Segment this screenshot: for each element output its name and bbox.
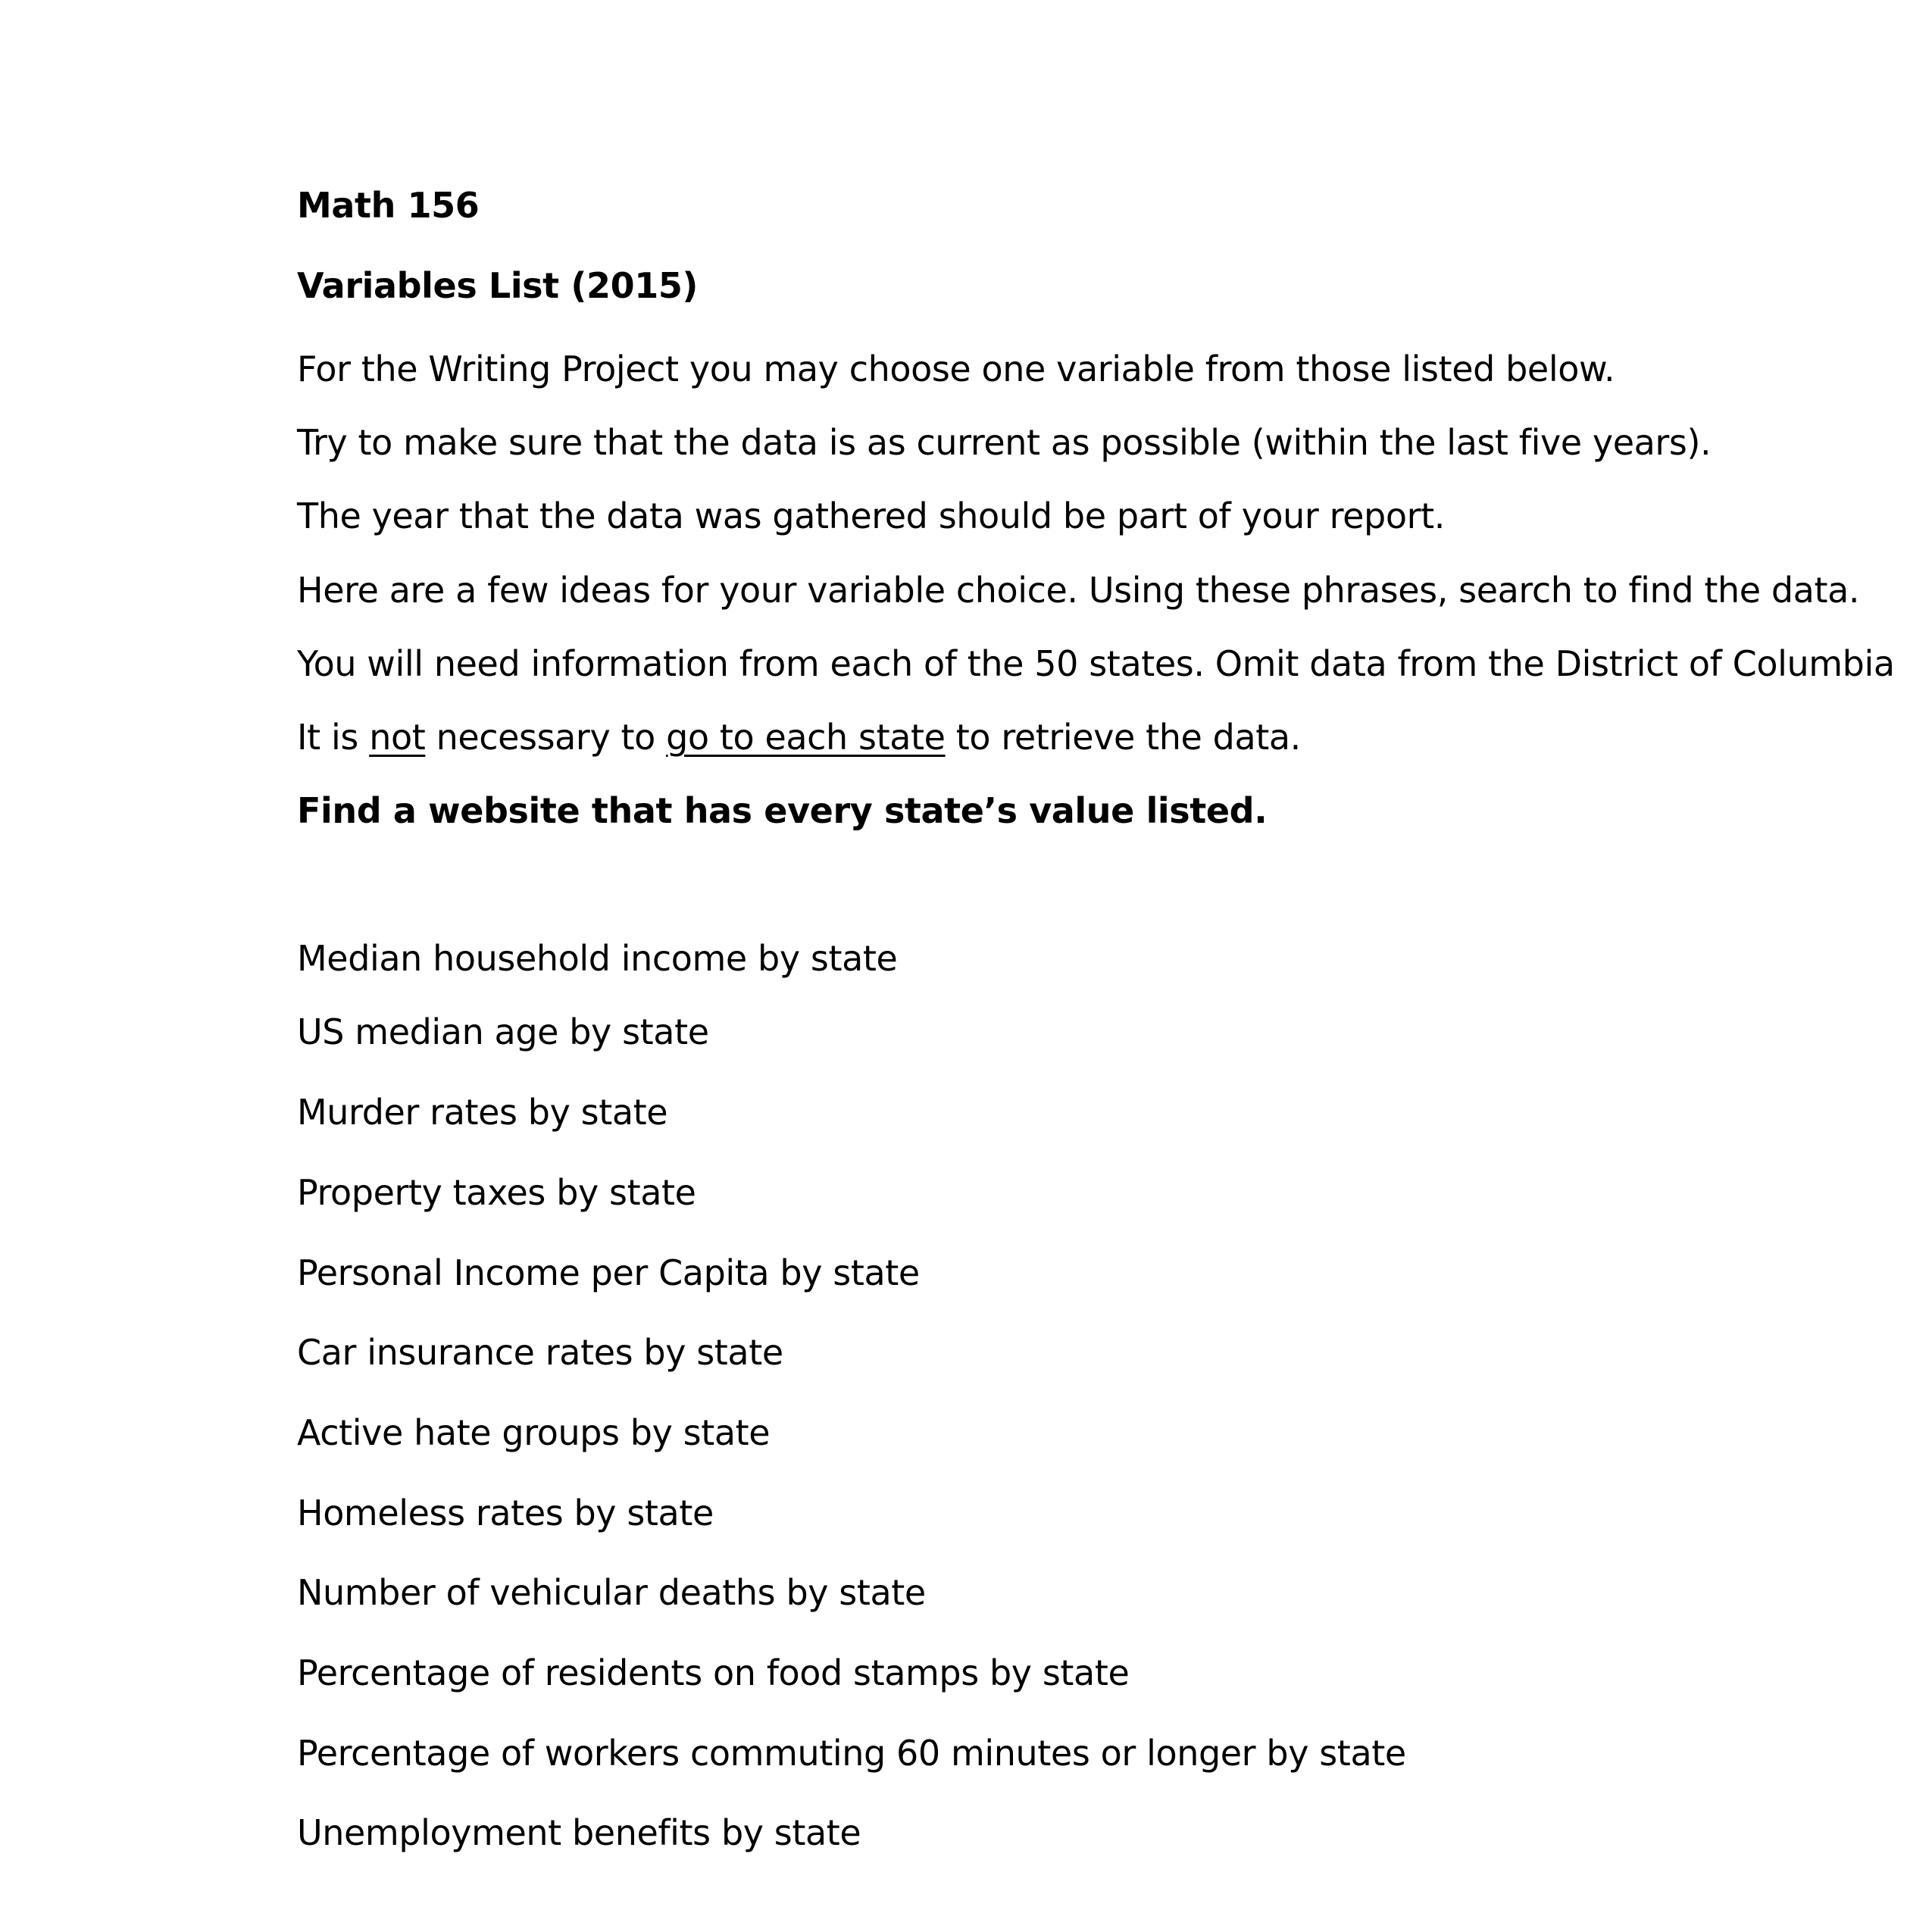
- list-item: Percentage of workers commuting 60 minutes or longer by state: [297, 1733, 1406, 1774]
- list-item: Car insurance rates by state: [297, 1332, 783, 1373]
- intro-line-2: Try to make sure that the data is as current as possible (within the last five years).: [297, 422, 1712, 463]
- intro-line-4: Here are a few ideas for your variable choice. Using these phrases, search to find the data.: [297, 570, 1860, 611]
- retrieve-text-2: necessary to: [425, 717, 667, 758]
- list-item: Number of vehicular deaths by state: [297, 1572, 926, 1613]
- list-item: Median household income by state: [297, 938, 898, 979]
- list-item: Personal Income per Capita by state: [297, 1252, 920, 1293]
- retrieve-line: [297, 716, 1301, 758]
- retrieve-text-3: to retrieve the data.: [945, 717, 1301, 758]
- course-heading: Math 156: [297, 185, 480, 226]
- underlined-go-to-each-state: go to each state: [666, 717, 946, 758]
- list-item: Active hate groups by state: [297, 1412, 771, 1453]
- intro-line-3: The year that the data was gathered should be part of your report.: [297, 495, 1445, 536]
- list-item: Property taxes by state: [297, 1172, 696, 1213]
- instruction-line: Find a website that has every state’s value listed.: [297, 790, 1268, 831]
- document-title: Variables List (2015): [297, 265, 699, 306]
- list-item: Unemployment benefits by state: [297, 1812, 861, 1853]
- list-item: Homeless rates by state: [297, 1493, 714, 1533]
- list-item: Percentage of residents on food stamps by state: [297, 1652, 1130, 1693]
- list-item: US median age by state: [297, 1011, 709, 1052]
- intro-line-5: You will need information from each of the 50 states. Omit data from the District of Columbia: [297, 643, 1895, 684]
- underlined-not: not: [369, 717, 426, 758]
- retrieve-text-1: It is: [297, 717, 370, 758]
- list-item: Murder rates by state: [297, 1092, 668, 1133]
- intro-line-1: For the Writing Project you may choose one variable from those listed below.: [297, 349, 1615, 389]
